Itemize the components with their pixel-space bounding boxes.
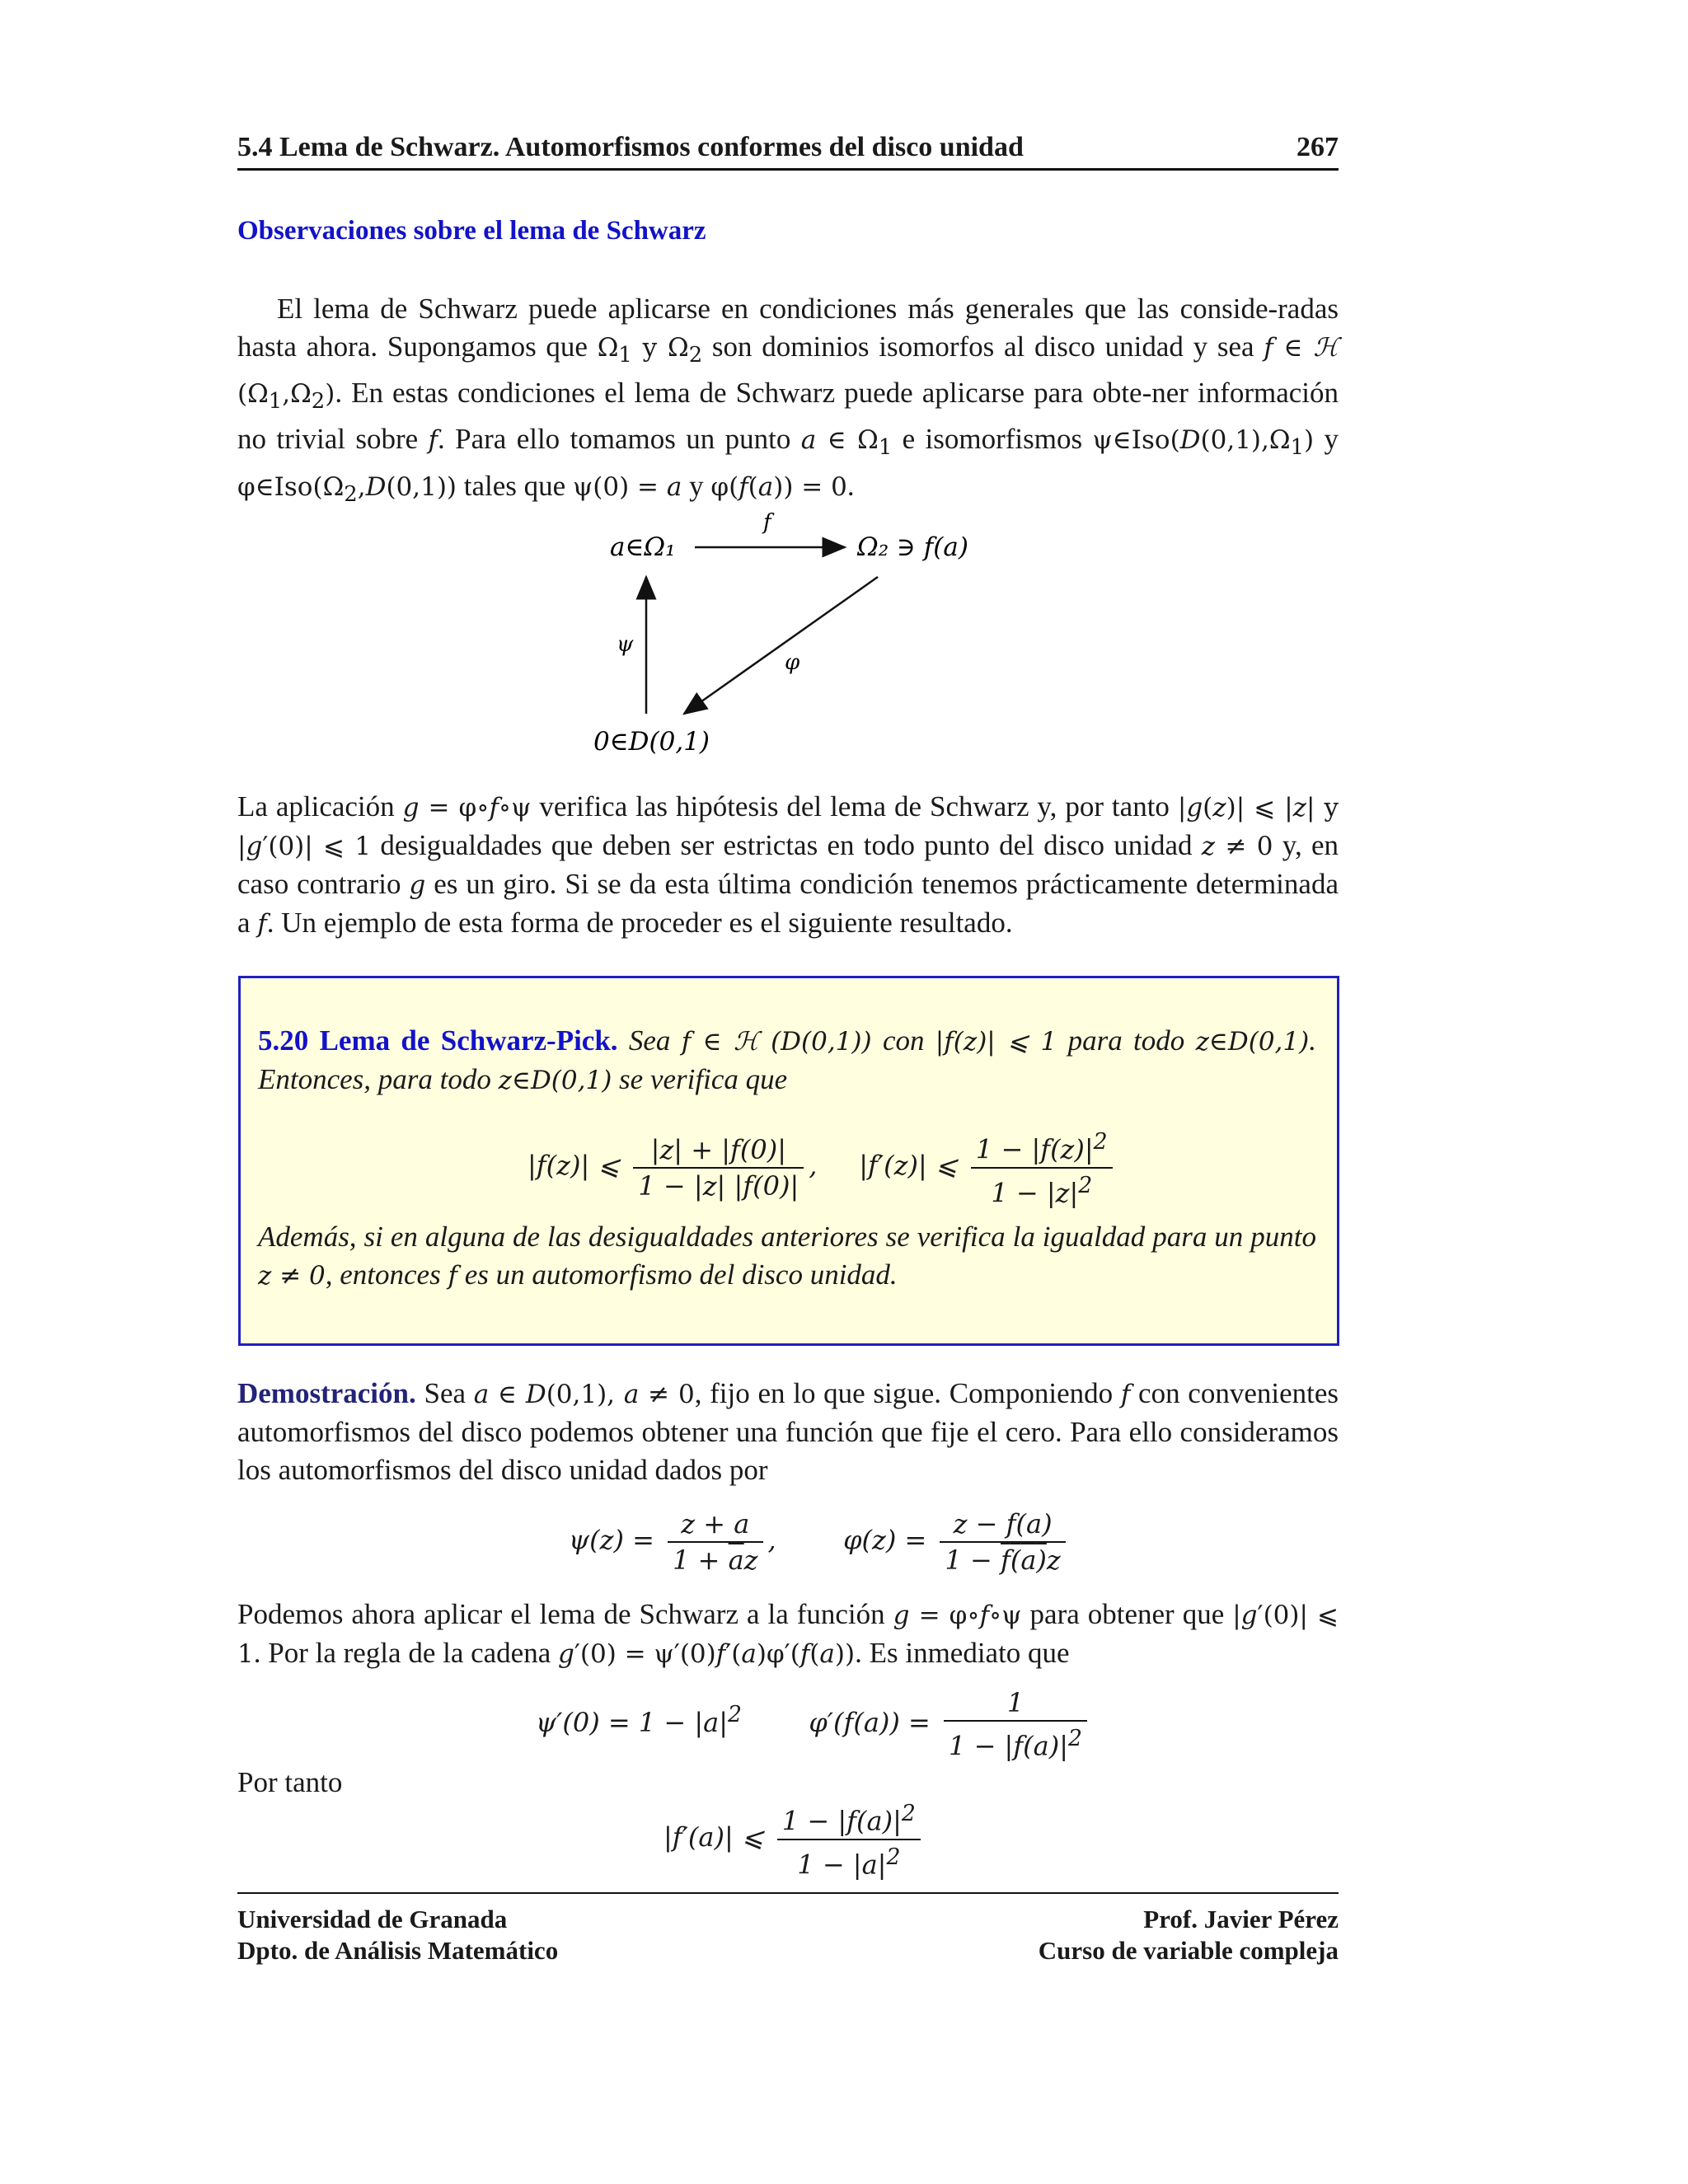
arrow-phi xyxy=(684,577,878,714)
paragraph-2: La aplicación g = φ∘f∘ψ verifica las hipótesis del lema de Schwarz y, por tanto |g(z)| ⩽ |z| y |g′(0)| ⩽ 1 desigualdades que deben ser estrictas en todo punto del disco unidad z ≠ 0 y, en caso contrario g es un giro. Si se da esta última condición tenemos prácticamente determinada a f. Un ejemplo de esta forma de proceder es el siguiente resultado. xyxy=(237,790,1339,939)
proof-paragraph-2: Podemos ahora aplicar el lema de Schwarz a la función g = φ∘f∘ψ para obtener que |g′(0)| ⩽ 1. Por la regla de la cadena g′(0) = ψ′(0)f′(a)φ′(f(a)). Es inmediato que xyxy=(237,1598,1339,1669)
diagram-top-left: a∈Ω₁ xyxy=(610,532,676,562)
arrow-label-psi: ψ xyxy=(617,632,634,657)
theorem-statement: 5.20 Lema de Schwarz-Pick. Sea f ∈ ℋ (D(0,1)) con |f(z)| ⩽ 1 para todo z∈D(0,1). Entonces, para todo z∈D(0,1) se verifica que xyxy=(258,1024,1316,1095)
proof-title: Demostración. xyxy=(237,1377,416,1409)
therefore-line: Por tanto xyxy=(237,1766,343,1798)
page-footer xyxy=(237,1892,1339,1965)
commutative-diagram xyxy=(577,503,1039,775)
derivatives-equation: $\psi'(0) = 1 - |a|^2$ φ′(f(a)) = $\frac{1}{1 - |f(a)|^2}$ xyxy=(536,1685,1092,1764)
footer-author: Prof. Javier Pérez xyxy=(1143,1905,1339,1933)
diagram-bottom-left: 0∈D(0,1) xyxy=(593,727,710,757)
footer-university: Universidad de Granada xyxy=(237,1905,508,1933)
page-number: 267 xyxy=(1296,132,1339,162)
footer-course: Curso de variable compleja xyxy=(1038,1936,1339,1965)
automorphisms-equation: ψ(z) = $\frac{z + a}{1 + \overline{a}z}$ , φ(z) = $\frac{z - f(a)}{1 - f(a)z}$ xyxy=(569,1507,1071,1577)
diagram-top-right: Ω₂ ∋ f(a) xyxy=(857,532,968,562)
theorem-equation: |f(z)| ⩽ $\frac{|z| + |f(0)|}{1 - |z| |f(0)|}$ , |f′(z)| ⩽ $\frac{1 - |f(z)|^2}{1 - |z|^2}$ xyxy=(528,1125,1118,1210)
section-title: Observaciones sobre el lema de Schwarz xyxy=(237,216,706,246)
proof-paragraph: Demostración. Sea a ∈ D(0,1), a ≠ 0, fijo en lo que sigue. Componiendo f con convenientes automorfismos del disco podemos obtener una función que fije el cero. Para ello consideramos los automorfismos del disco unidad dados por xyxy=(237,1377,1339,1486)
theorem-title: 5.20 Lema de Schwarz-Pick. xyxy=(258,1024,618,1057)
theorem-remark: Además, si en alguna de las desigualdades anteriores se verifica la igualdad para un punto z ≠ 0, entonces f es un automorfismo del disco unidad. xyxy=(258,1221,1316,1291)
footer-department: Dpto. de Análisis Matemático xyxy=(237,1936,559,1965)
arrow-label-f: f xyxy=(763,510,771,535)
arrow-label-phi: φ xyxy=(785,650,800,675)
final-inequality: |f′(a)| ⩽ $\frac{1 - |f(a)|^2}{1 - |a|^2}$ xyxy=(663,1797,926,1882)
header-section: 5.4 Lema de Schwarz. Automorfismos conformes del disco unidad xyxy=(237,132,1024,162)
page-header xyxy=(237,130,1339,171)
paragraph-1: El lema de Schwarz puede aplicarse en condiciones más generales que las conside-radas hasta ahora. Supongamos que $\Omega_1$ y $\Omega_2$ son dominios isomorfos al disco unidad y sea f ∈ ℋ $(\Omega_1,\Omega_2)$. En estas condiciones el lema de Schwarz puede aplicarse para obte-ner información no trivial sobre f. Para ello tomamos un punto a ∈ $\Omega_1$ e isomorfismos $\psi\in Iso(D(0,1),\Omega_1)$ y $\varphi\in Iso(\Omega_2,D(0,1))$ tales que ψ(0) = a y φ(f(a)) = 0. xyxy=(237,293,1339,507)
